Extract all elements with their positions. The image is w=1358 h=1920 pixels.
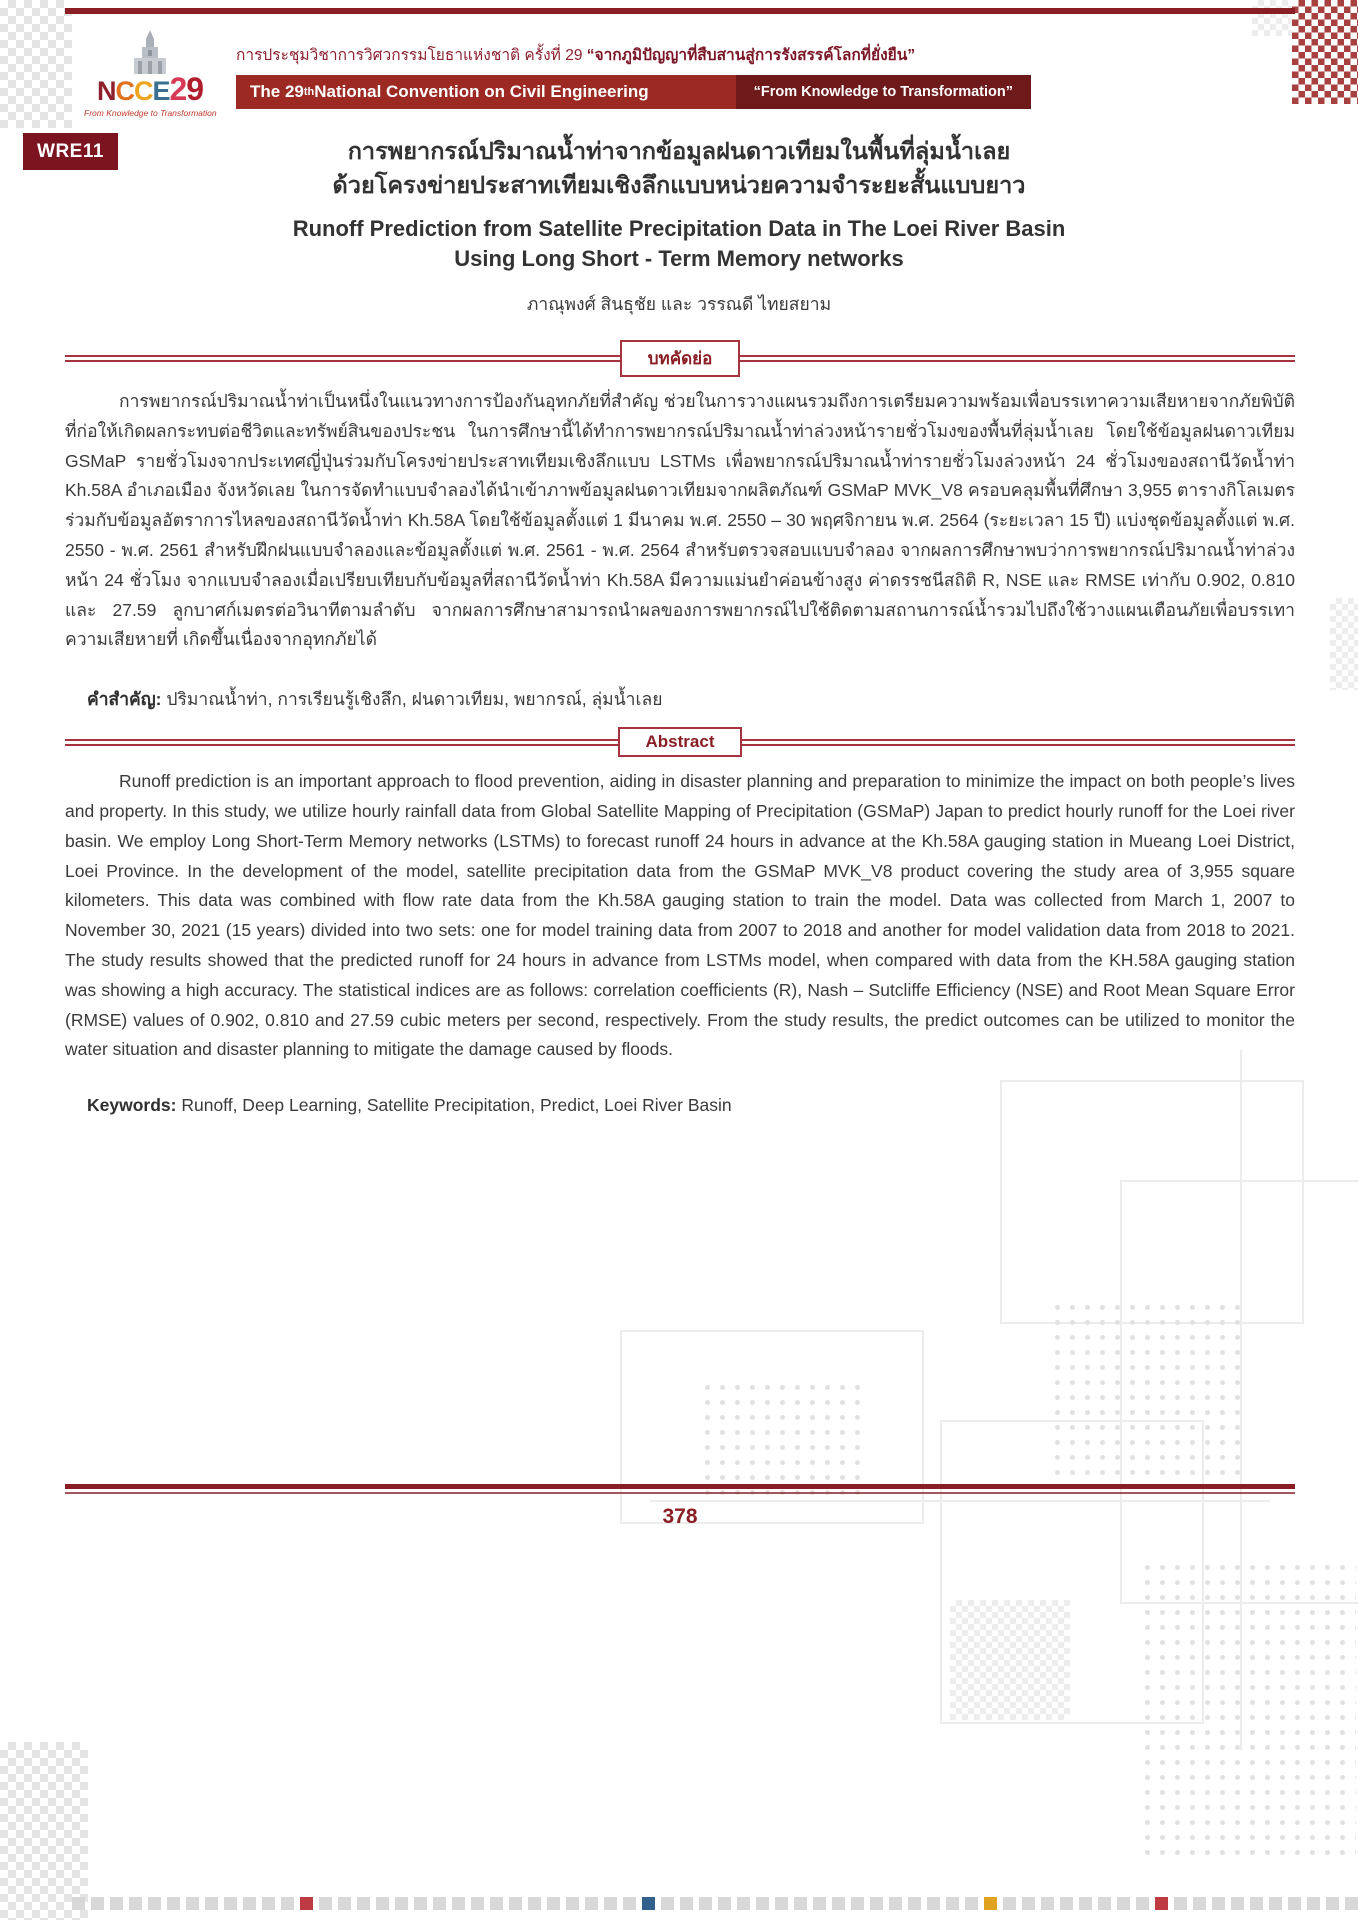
deco-box bbox=[940, 1420, 1204, 1724]
keywords-thai-label: คำสำคัญ: bbox=[87, 689, 162, 710]
paper-title-thai bbox=[64, 134, 1294, 202]
heading-rule-right bbox=[742, 739, 1295, 746]
keywords-english-text: Runoff, Deep Learning, Satellite Precipitation, Predict, Loei River Basin bbox=[181, 1095, 732, 1116]
deco-dots bbox=[1140, 1560, 1356, 1860]
paper-title-thai-line1: การพยากรณ์ปริมาณน้ำท่าจากข้อมูลฝนดาวเทียมในพื้นที่ลุ่มน้ำเลย bbox=[347, 138, 1011, 164]
conference-title-english: The 29 th National Convention on Civil Engineering bbox=[250, 82, 649, 101]
strip-accent-red-2 bbox=[1155, 1897, 1168, 1910]
conference-slogan-english: “From Knowledge to Transformation” bbox=[736, 75, 1031, 109]
authors-line: ภาณุพงศ์ สินธุชัย และ วรรณดี ไทยสยาม bbox=[526, 294, 832, 314]
footer-rule-thick bbox=[65, 1484, 1295, 1489]
abstract-english-heading bbox=[65, 727, 1295, 757]
pixel-decoration-top-left bbox=[0, 0, 72, 128]
paper-title-english-line2: Using Long Short - Term Memory networks bbox=[454, 246, 904, 271]
strip-accent-yellow bbox=[984, 1897, 997, 1910]
ncce-logo-text: NCCE29 bbox=[96, 71, 204, 107]
paper-title-english-line1: Runoff Prediction from Satellite Precipitation Data in The Loei River Basin bbox=[292, 216, 1066, 241]
ncce29-logo bbox=[84, 30, 216, 118]
keywords-english-line bbox=[87, 1091, 1295, 1119]
page-number: 378 bbox=[662, 1505, 698, 1528]
footer-rule-thin bbox=[65, 1492, 1295, 1494]
deco-squares bbox=[950, 1600, 1070, 1720]
paper-code-badge: WRE11 bbox=[23, 133, 118, 170]
deco-dots bbox=[700, 1380, 860, 1500]
abstract-english-text: Runoff prediction is an important approach to flood prevention, aiding in disaster planning and preparation to minimize the impact on both people’s lives and property. In this study, we utilize hourly rainfall data from Global Satellite Mapping of Precipitation (GSMaP) Japan to predict hourly runoff for the Loei river basin. We employ Long Short-Term Memory networks (LSTMs) to forecast runoff 24 hours in advance at the Kh.58A gauging station in Mueang Loei District, Loei Province. In the development of the model, satellite precipitation data from the GSMaP MVK_V8 product covering the study area of 3,955 square kilometers. This data was combined with flow rate data from the Kh.58A gauging station to train the model. Data was collected from March 1, 2007 to November 30, 2021 (15 years) divided into two sets: one for model training data from 2007 to 2018 and another for model validation data from 2018 to 2021. The study results showed that the predicted runoff for 24 hours in advance from LSTMs model, when compared with data from the KH.58A gauging station was showing a high accuracy. The statistical indices are as follows: correlation coefficients (R), Nash – Sutcliffe Efficiency (NSE) and Root Mean Square Error (RMSE) values of 0.902, 0.810 and 27.59 cubic meters per second, respectively. From the study results, the predict outcomes can be utilized to monitor the water situation and disaster planning to mitigate the damage caused by floods. bbox=[65, 771, 1295, 1060]
ncce-logo-tagline: From Knowledge to Transformation bbox=[84, 108, 217, 118]
paper-content bbox=[0, 134, 1358, 1119]
heading-rule-left bbox=[65, 355, 620, 362]
paper-title-thai-line2: ด้วยโครงข่ายประสาทเทียมเชิงลึกแบบหน่วยความจำระยะสั้นแบบยาว bbox=[332, 172, 1026, 198]
abstract-thai-label: บทคัดย่อ bbox=[620, 340, 741, 377]
paper-title-english bbox=[64, 214, 1294, 274]
abstract-english-label: Abstract bbox=[618, 727, 743, 757]
keywords-thai-line bbox=[87, 685, 1295, 713]
conference-banner bbox=[236, 75, 1031, 109]
conference-header-text bbox=[236, 30, 1031, 118]
deco-dots bbox=[1050, 1300, 1250, 1480]
page-footer bbox=[65, 1484, 1295, 1529]
keywords-thai-text: ปริมาณน้ำท่า, การเรียนรู้เชิงลึก, ฝนดาวเทียม, พยากรณ์, ลุ่มน้ำเลย bbox=[166, 689, 663, 710]
heading-rule-right bbox=[740, 355, 1295, 362]
conference-title-thai bbox=[236, 42, 1031, 67]
pixel-decoration-bottom-left bbox=[0, 1742, 88, 1920]
deco-box bbox=[1120, 1180, 1358, 1604]
deco-line bbox=[1240, 1050, 1242, 1750]
conference-header bbox=[84, 30, 1358, 118]
strip-accent-blue bbox=[642, 1897, 655, 1910]
top-rule bbox=[65, 8, 1295, 14]
keywords-english-label: Keywords: bbox=[87, 1095, 177, 1116]
abstract-thai-heading bbox=[65, 340, 1295, 377]
heading-rule-left bbox=[65, 739, 618, 746]
strip-accent-red bbox=[300, 1897, 313, 1910]
abstract-thai-text: การพยากรณ์ปริมาณน้ำท่าเป็นหนึ่งในแนวทางการป้องกันอุทกภัยที่สำคัญ ช่วยในการวางแผนรวมถึงการเตรียมความพร้อมเพื่อบรรเทาความเสียหายจากภัยพิบัติที่ก่อให้เกิดผลกระทบต่อชีวิตและทรัพย์สินของประชน ในการศึกษานี้ได้ทำการพยากรณ์ปริมาณน้ำท่าล่วงหน้ารายชั่วโมงของพื้นที่ลุ่มน้ำเลย โดยใช้ข้อมูลฝนดาวเทียม GSMaP รายชั่วโมงจากประเทศญี่ปุ่นร่วมกับโครงข่ายประสาทเทียมเชิงลึกแบบ LSTMs เพื่อพยากรณ์ปริมาณน้ำท่ารายชั่วโมงล่วงหน้า 24 ชั่วโมงของสถานีวัดน้ำท่า Kh.58A อำเภอเมือง จังหวัดเลย ในการจัดทำแบบจำลองได้นำเข้าภาพข้อมูลฝนดาวเทียมจากผลิตภัณฑ์ GSMaP MVK_V8 ครอบคลุมพื้นที่ศึกษา 3,955 ตารางกิโลเมตร ร่วมกับข้อมูลอัตราการไหลของสถานีวัดน้ำท่า Kh.58A โดยใช้ข้อมูลตั้งแต่ 1 มีนาคม พ.ศ. 2550 – 30 พฤศจิกายน พ.ศ. 2564 (ระยะเวลา 15 ปี) แบ่งชุดข้อมูลตั้งแต่ พ.ศ. 2550 - พ.ศ. 2561 สำหรับฝึกฝนแบบจำลองและข้อมูลตั้งแต่ พ.ศ. 2561 - พ.ศ. 2564 สำหรับตรวจสอบแบบจำลอง จากผลการศึกษาพบว่าการพยากรณ์ปริมาณน้ำท่าล่วงหน้า 24 ชั่วโมง จากแบบจำลองเมื่อเปรียบเทียบกับข้อมูลที่สถานีวัดน้ำท่า Kh.58A มีความแม่นยำค่อนข้างสูง ค่าดรรชนีสถิติ R, NSE และ RMSE เท่ากับ 0.902, 0.810 และ 27.59 ลูกบาศก์เมตรต่อวินาทีตามลำดับ จากผลการศึกษาสามารถนำผลของการพยากรณ์ไปใช้ติดตามสถานการณ์น้ำรวมไปถึงใช้วางแผนเตือนภัยเพื่อบรรเทาความเสียหายที่ เกิดขึ้นเนื่องจากอุทกภัยได้ bbox=[65, 391, 1295, 650]
building-icon bbox=[127, 30, 173, 74]
conference-title-thai-text: การประชุมวิชาการวิศวกรรมโยธาแห่งชาติ ครั้งที่ 29 bbox=[236, 47, 583, 64]
conference-theme-thai: “จากภูมิปัญญาที่สืบสานสู่การรังสรรค์โลกที่ยั่งยืน” bbox=[586, 47, 916, 64]
